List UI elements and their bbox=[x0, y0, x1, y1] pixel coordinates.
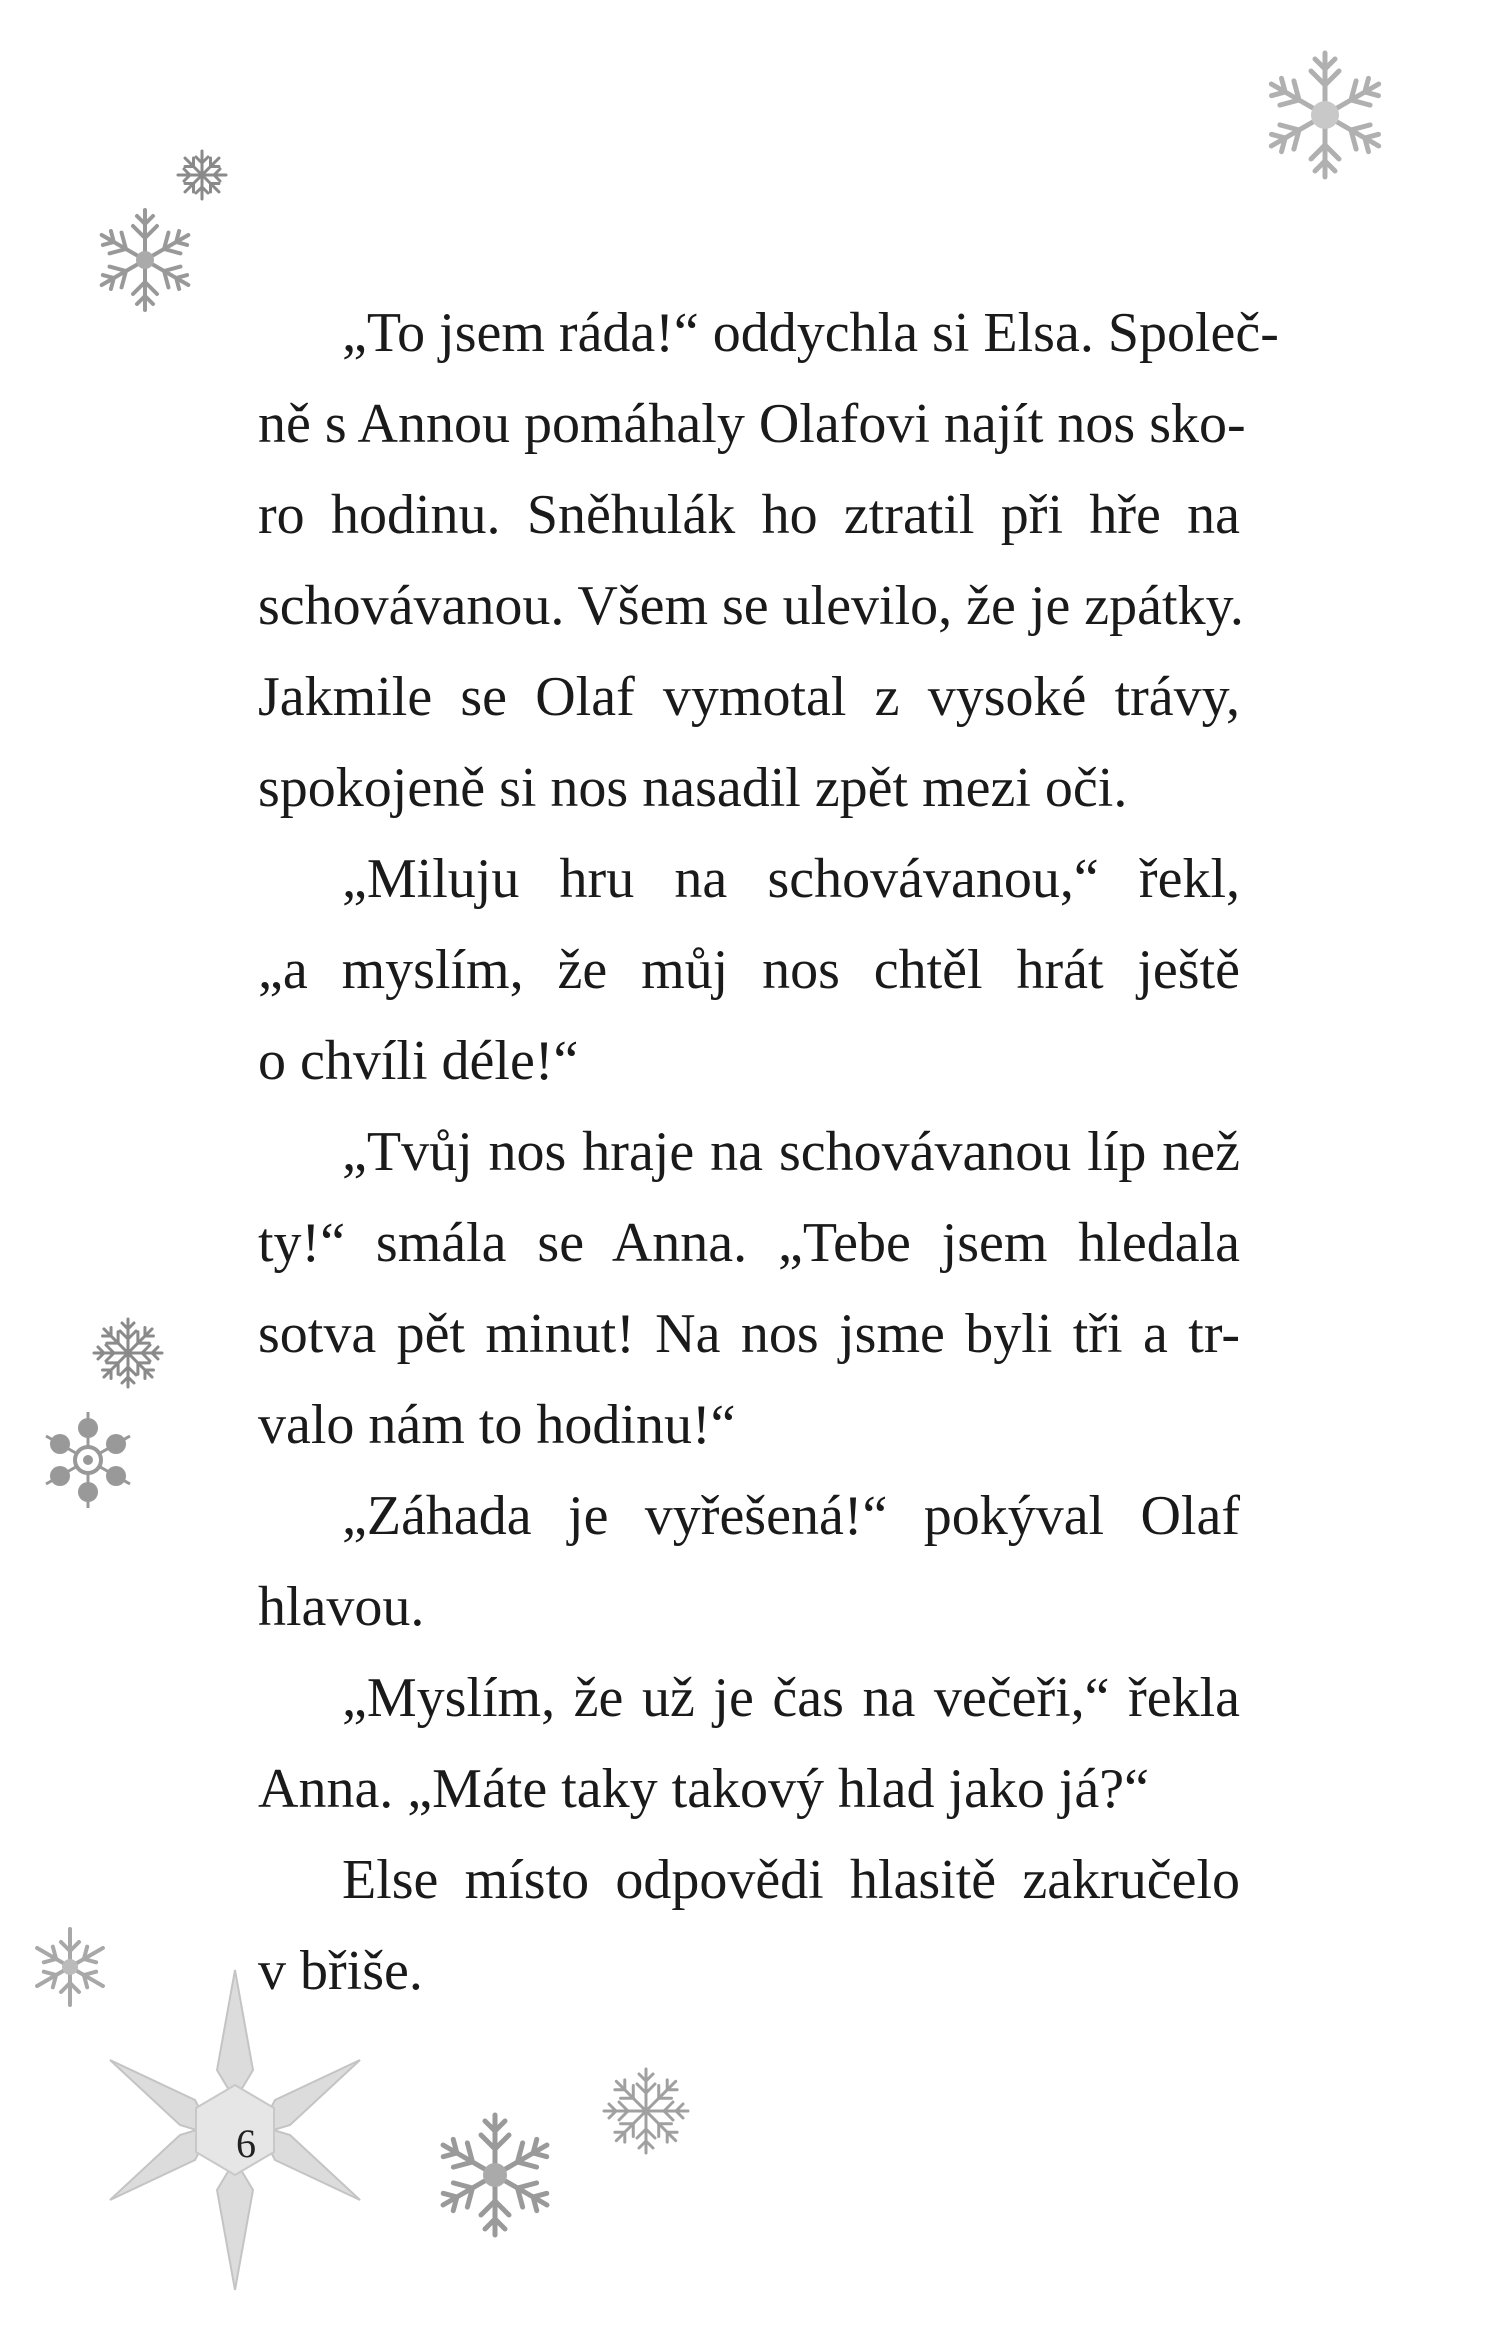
flower-snowflake-icon bbox=[38, 1410, 138, 1510]
snowflake-icon bbox=[430, 2110, 560, 2240]
paragraph bbox=[258, 1471, 1240, 1653]
text-line: ty!“ smála se Anna. „Tebe jsem hledala bbox=[258, 1212, 1240, 1274]
page-number: 6 bbox=[236, 2121, 256, 2166]
snowflake-icon bbox=[90, 1315, 166, 1391]
snowflake-icon bbox=[1255, 45, 1395, 185]
text-line: „Miluju hru na schovávanou,“ řekl, bbox=[342, 848, 1240, 910]
text-line: sotva pět minut! Na nos jsme byli tři a tr- bbox=[258, 1303, 1240, 1365]
text-line: „Myslím, že už je čas na večeři,“ řekla bbox=[342, 1667, 1240, 1729]
text-line: Anna. „Máte taky takový hlad jako já?“ bbox=[258, 1758, 1149, 1820]
text-line: hlavou. bbox=[258, 1576, 425, 1638]
text-line: „Tvůj nos hraje na schovávanou líp než bbox=[342, 1121, 1240, 1183]
snowflake-icon bbox=[600, 2065, 692, 2157]
text-line: ro hodinu. Sněhulák ho ztratil při hře na bbox=[258, 484, 1240, 546]
paragraph bbox=[258, 1835, 1240, 2017]
text-line: schovávanou. Všem se ulevilo, že je zpátky. bbox=[258, 575, 1244, 637]
snowflake-icon bbox=[175, 148, 229, 202]
text-line: „Záhada je vyřešená!“ pokýval Olaf bbox=[342, 1485, 1240, 1547]
paragraph bbox=[258, 288, 1279, 834]
story-text bbox=[258, 288, 1279, 2017]
text-line: o chvíli déle!“ bbox=[258, 1030, 579, 1092]
snowflake-icon bbox=[28, 1925, 112, 2009]
paragraph bbox=[258, 834, 1240, 1107]
text-line: ně s Annou pomáhaly Olafovi najít nos sko- bbox=[258, 393, 1246, 455]
text-line: „To jsem ráda!“ oddychla si Elsa. Společ- bbox=[342, 302, 1279, 364]
text-line: valo nám to hodinu!“ bbox=[258, 1394, 736, 1456]
paragraph bbox=[258, 1107, 1240, 1471]
text-line: Else místo odpovědi hlasitě zakručelo bbox=[342, 1849, 1240, 1911]
text-line: „a myslím, že můj nos chtěl hrát ještě bbox=[258, 939, 1240, 1001]
snowflake-icon bbox=[90, 205, 200, 315]
text-line: v břiše. bbox=[258, 1940, 423, 2002]
paragraph bbox=[258, 1653, 1240, 1835]
text-line: spokojeně si nos nasadil zpět mezi oči. bbox=[258, 757, 1128, 819]
text-line: Jakmile se Olaf vymotal z vysoké trávy, bbox=[258, 666, 1240, 728]
